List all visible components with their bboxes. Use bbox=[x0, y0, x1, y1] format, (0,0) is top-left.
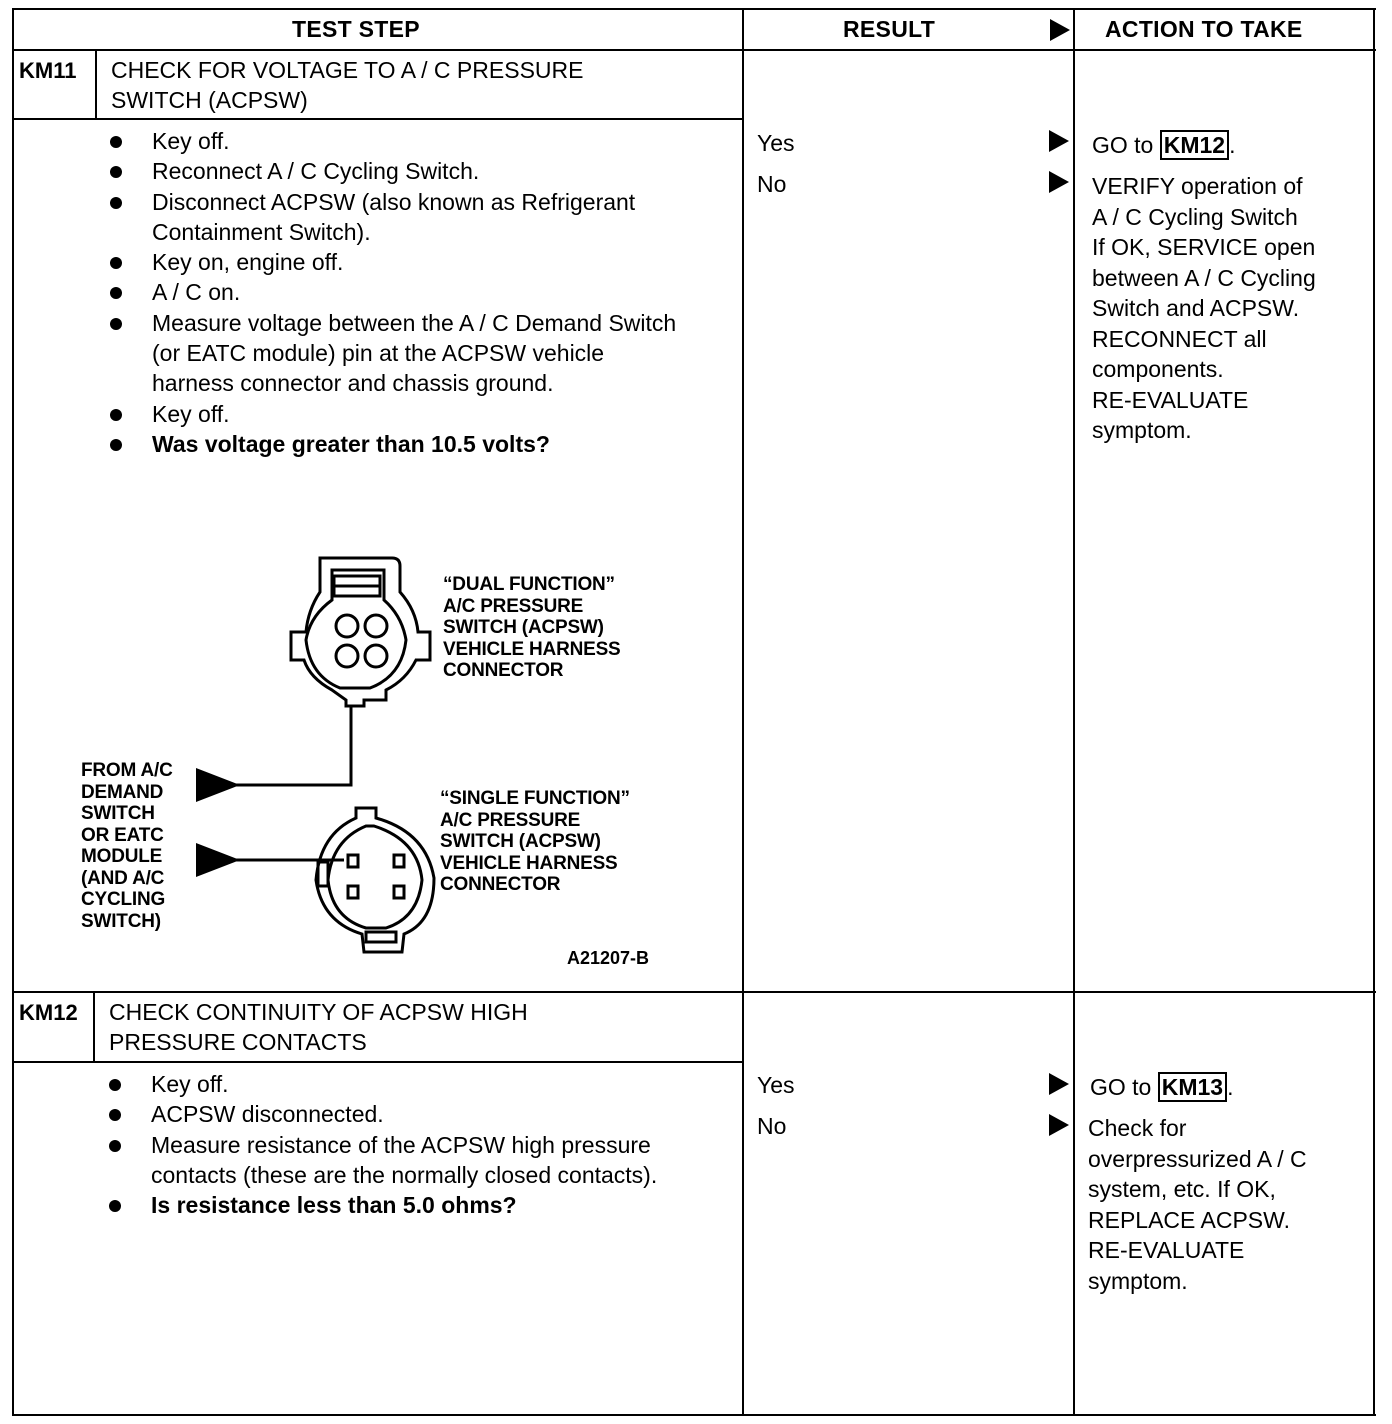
header-result: RESULT bbox=[843, 16, 936, 42]
source-arrow-icon bbox=[196, 843, 240, 877]
source-arrow-icon bbox=[196, 768, 240, 802]
result-arrow-icon bbox=[1049, 1114, 1069, 1136]
step-reference-link[interactable]: KM13 bbox=[1158, 1072, 1227, 1102]
action-yes-prefix: GO to bbox=[1092, 132, 1154, 158]
km11-code-divider bbox=[95, 49, 97, 120]
step-code: KM11 bbox=[19, 58, 77, 83]
dual-function-connector-label: “DUAL FUNCTION” A/C PRESSURE SWITCH (ACPSW) VEHICLE HARNESS CONNECTOR bbox=[443, 574, 621, 681]
action-yes-suffix: . bbox=[1227, 1074, 1234, 1100]
instruction-question: Is resistance less than 5.0 ohms? bbox=[109, 1190, 689, 1220]
header-action-to-take: ACTION TO TAKE bbox=[1105, 16, 1303, 42]
step-code: KM12 bbox=[19, 1000, 78, 1025]
result-arrow-icon bbox=[1049, 171, 1069, 193]
step-instructions bbox=[109, 1069, 689, 1220]
result-no: No bbox=[757, 171, 787, 197]
table-right-border bbox=[1373, 8, 1375, 1416]
single-function-connector-icon bbox=[316, 808, 434, 952]
instruction-item: Key off. bbox=[110, 399, 690, 429]
row-divider bbox=[12, 991, 1376, 993]
instruction-item: Key off. bbox=[110, 126, 690, 156]
right-triangle-icon bbox=[1050, 19, 1070, 41]
instruction-item: Key on, engine off. bbox=[110, 247, 690, 277]
step-title-line: CHECK CONTINUITY OF ACPSW HIGH bbox=[109, 999, 528, 1025]
figure-id: A21207-B bbox=[567, 948, 650, 968]
instruction-question: Was voltage greater than 10.5 volts? bbox=[110, 429, 690, 459]
instruction-item: Disconnect ACPSW (also known as Refrigerant Containment Switch). bbox=[110, 187, 690, 248]
km12-title-divider bbox=[12, 1061, 744, 1063]
step-title-line: CHECK FOR VOLTAGE TO A / C PRESSURE bbox=[111, 57, 584, 83]
action-no: Check for overpressurized A / C system, etc. If OK, REPLACE ACPSW. RE-EVALUATE symptom. bbox=[1088, 1115, 1307, 1294]
dual-function-connector-icon bbox=[291, 558, 430, 706]
single-function-connector-label: “SINGLE FUNCTION” A/C PRESSURE SWITCH (ACPSW) VEHICLE HARNESS CONNECTOR bbox=[440, 788, 630, 895]
step-title bbox=[109, 997, 528, 1057]
header-bottom-border bbox=[12, 49, 1376, 51]
table-bottom-border bbox=[12, 1414, 1376, 1416]
action-yes bbox=[1092, 130, 1362, 161]
action-yes-suffix: . bbox=[1229, 132, 1236, 158]
wire-to-dual-connector bbox=[216, 706, 351, 785]
result-arrow-icon bbox=[1049, 130, 1069, 152]
action-yes-prefix: GO to bbox=[1090, 1074, 1152, 1100]
step-title-line: PRESSURE CONTACTS bbox=[109, 1029, 367, 1055]
km12-code-divider bbox=[93, 991, 95, 1063]
result-yes: Yes bbox=[757, 1072, 795, 1098]
action-no: VERIFY operation of A / C Cycling Switch If OK, SERVICE open between A / C Cycling Switch and ACPSW. RECONNECT all components. RE-EVALUATE symptom. bbox=[1092, 173, 1316, 443]
header-test-step: TEST STEP bbox=[292, 16, 420, 42]
instruction-item: Reconnect A / C Cycling Switch. bbox=[110, 156, 690, 186]
result-yes: Yes bbox=[757, 130, 795, 156]
step-instructions bbox=[110, 126, 690, 459]
km11-title-divider bbox=[12, 118, 744, 120]
signal-source-label: FROM A/C DEMAND SWITCH OR EATC MODULE (AND A/C CYCLING SWITCH) bbox=[81, 760, 173, 932]
action-yes bbox=[1090, 1072, 1360, 1103]
table-top-border bbox=[12, 8, 1376, 10]
instruction-item: Key off. bbox=[109, 1069, 689, 1099]
step-title-line: SWITCH (ACPSW) bbox=[111, 87, 308, 113]
result-arrow-icon bbox=[1049, 1073, 1069, 1095]
instruction-item: ACPSW disconnected. bbox=[109, 1099, 689, 1129]
instruction-item: A / C on. bbox=[110, 277, 690, 307]
step-reference-link[interactable]: KM12 bbox=[1160, 130, 1229, 160]
result-column-divider bbox=[1073, 8, 1075, 1416]
step-title bbox=[111, 55, 583, 115]
result-no: No bbox=[757, 1113, 787, 1139]
instruction-item: Measure voltage between the A / C Demand Switch (or EATC module) pin at the ACPSW vehicle harness connector and chassis ground. bbox=[110, 308, 690, 399]
instruction-item: Measure resistance of the ACPSW high pressure contacts (these are the normally closed contacts). bbox=[109, 1130, 689, 1191]
test-step-column-divider bbox=[742, 8, 744, 1416]
